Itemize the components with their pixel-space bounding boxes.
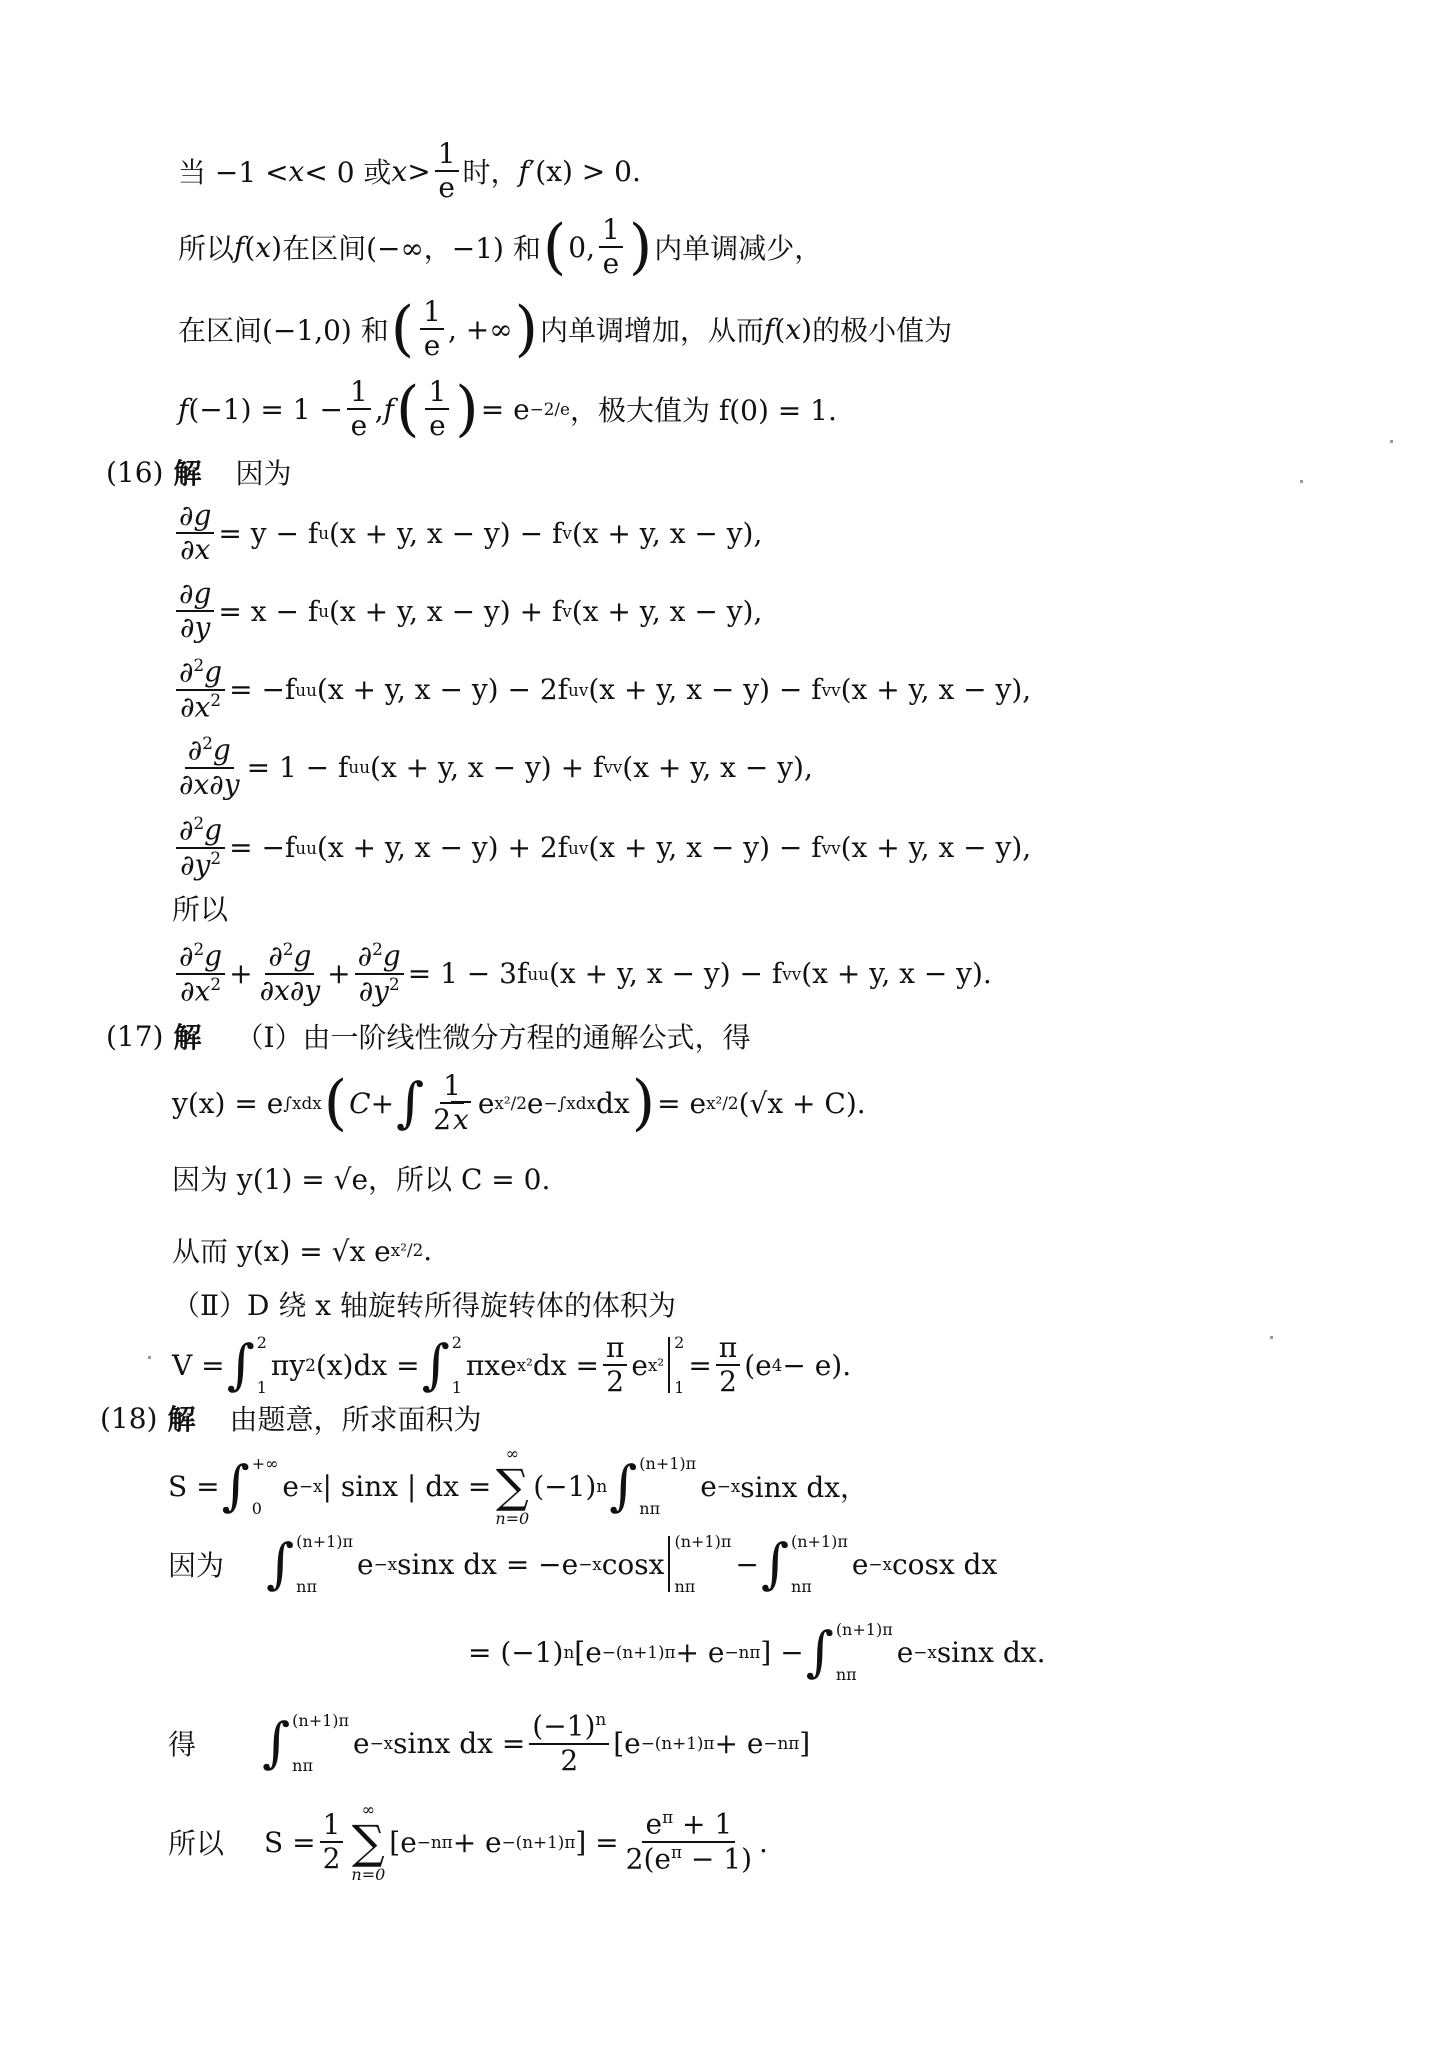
text: 所以 (178, 232, 235, 266)
equation: $\frac{\partial g}{\partial y}$ = x − f u (x + y, x − y) + f v (x + y, x − y), (172, 578, 762, 644)
text: 当 −1 < (178, 156, 289, 190)
equation: $\frac{\partial^2g}{\partial y^2}$ = −f uu (x + y, x − y) + 2f uv (x + y, x − y) − f vv (x + y, x − y), (172, 814, 1031, 881)
problem-18-header (100, 1398, 482, 1438)
equation: 所以 S = $\frac{1}{2}$ ∞ ∑ n=0 [e −nπ + e −(n+1)π ] = $\frac{e^\pi + 1}{2(e^\pi - 1)}$ . (168, 1800, 768, 1884)
text-line: （Ⅱ）D 绕 x 轴旋转所得旋转体的体积为 (172, 1289, 676, 1322)
equation: = (−1) n [e −(n+1)π + e −nπ ] − ∫ (n+1)π nπ e −x sinx dx. (468, 1620, 1046, 1684)
equation: 因为 ∫ (n+1)π nπ e −x sinx dx = −e −x cosx (n+1)π nπ − ∫ (n+1)π nπ e −x cosx dx (168, 1532, 998, 1596)
text: 内单调增加，从而 (540, 314, 765, 348)
problem-16-header (106, 452, 292, 492)
problem-number: (18) (100, 1401, 158, 1435)
text: 的极小值为 (812, 314, 953, 348)
text: 由题意，所求面积为 (229, 1403, 482, 1436)
scan-speck (148, 1356, 151, 1359)
text-line: 从而 y(x) = √x e x²/2 . (172, 1233, 433, 1268)
equation: V = ∫ 2 1 πy 2 (x)dx = ∫ 2 1 πxe x² dx = $\frac{\pi}{2}$ e x² 2 1 = $\frac{\pi}{2}$ (e 4 − e). (172, 1331, 852, 1399)
solution-label: 解 (173, 1021, 202, 1054)
text: 内单调减少， (654, 232, 823, 266)
text: 在区间(−1,0) 和 (178, 314, 389, 348)
text-line: 在区间(−1,0) 和 ( $\frac{1}{e}$ , +∞ ) 内单调增加，从而 f ( x ) 的极小值为 (178, 294, 953, 365)
text-line: 因为 y(1) = √e，所以 C = 0. (172, 1163, 551, 1196)
scan-speck (1270, 1336, 1273, 1339)
equation: S = ∫ +∞ 0 e −x | sinx | dx = ∞ ∑ n=0 (−1) n ∫ (n+1)π nπ e −x sinx dx， (168, 1444, 869, 1528)
text: 在区间(−∞，−1) 和 (282, 232, 541, 266)
problem-number: (17) (106, 1019, 164, 1053)
text-line: 所以 (172, 893, 229, 926)
equation: $\frac{\partial^2g}{\partial x^2}$ = −f uu (x + y, x − y) − 2f uv (x + y, x − y) − f vv (x + y, x − y), (172, 656, 1031, 723)
solution-label: 解 (173, 457, 202, 490)
text-line: 当 −1 < x < 0 或 x > $\frac{1}{e}$ 时， f ′(x) > 0. (178, 137, 641, 205)
text: > (407, 154, 431, 188)
text: （Ⅰ）由一阶线性微分方程的通解公式，得 (235, 1021, 751, 1054)
scan-speck (1390, 440, 1393, 443)
text: 时， (462, 156, 519, 190)
text: 因为 (235, 457, 292, 490)
text: ′(x) > 0. (528, 154, 641, 188)
equation: $\frac{\partial^2g}{\partial x\partial y}$ = 1 − f uu (x + y, x − y) + f vv (x + y, x − y), (179, 733, 813, 801)
equation: 得 ∫ (n+1)π nπ e −x sinx dx = $\frac{(-1)^n}{2}$ [e −(n+1)π + e −nπ ] (168, 1709, 811, 1777)
equation: $\frac{\partial g}{\partial x}$ = y − f u (x + y, x − y) − f v (x + y, x − y), (172, 500, 762, 566)
equation: $\frac{\partial^2g}{\partial x^2}$ + $\frac{\partial^2g}{\partial x\partial y}$ + $\frac{\partial^2g}{\partial y^2}$ = 1 − 3f uu (x + y, x − y) − f vv (x + y, x − y). (172, 940, 992, 1007)
text: ，极大值为 f(0) = 1. (569, 394, 837, 428)
solution-label: 解 (167, 1403, 196, 1436)
text-line: f (−1) = 1 − $\frac{1}{e}$ , f ( $\frac{1}{e}$ ) = e −2/e ，极大值为 f(0) = 1. (178, 374, 837, 445)
text: < 0 或 (304, 156, 392, 190)
problem-17-header (106, 1016, 751, 1056)
text-line: 所以 f ( x ) 在区间(−∞，−1) 和 ( 0, $\frac{1}{e}$ ) 内单调减少， (178, 212, 823, 283)
equation: y(x) = e ∫xdx ( C + ∫ $\frac{1}{2x}$ e x²/2 e −∫xdx dx ) = e x²/2 (√x + C). (172, 1068, 866, 1139)
problem-number: (16) (106, 455, 164, 489)
scan-speck (1300, 480, 1303, 483)
